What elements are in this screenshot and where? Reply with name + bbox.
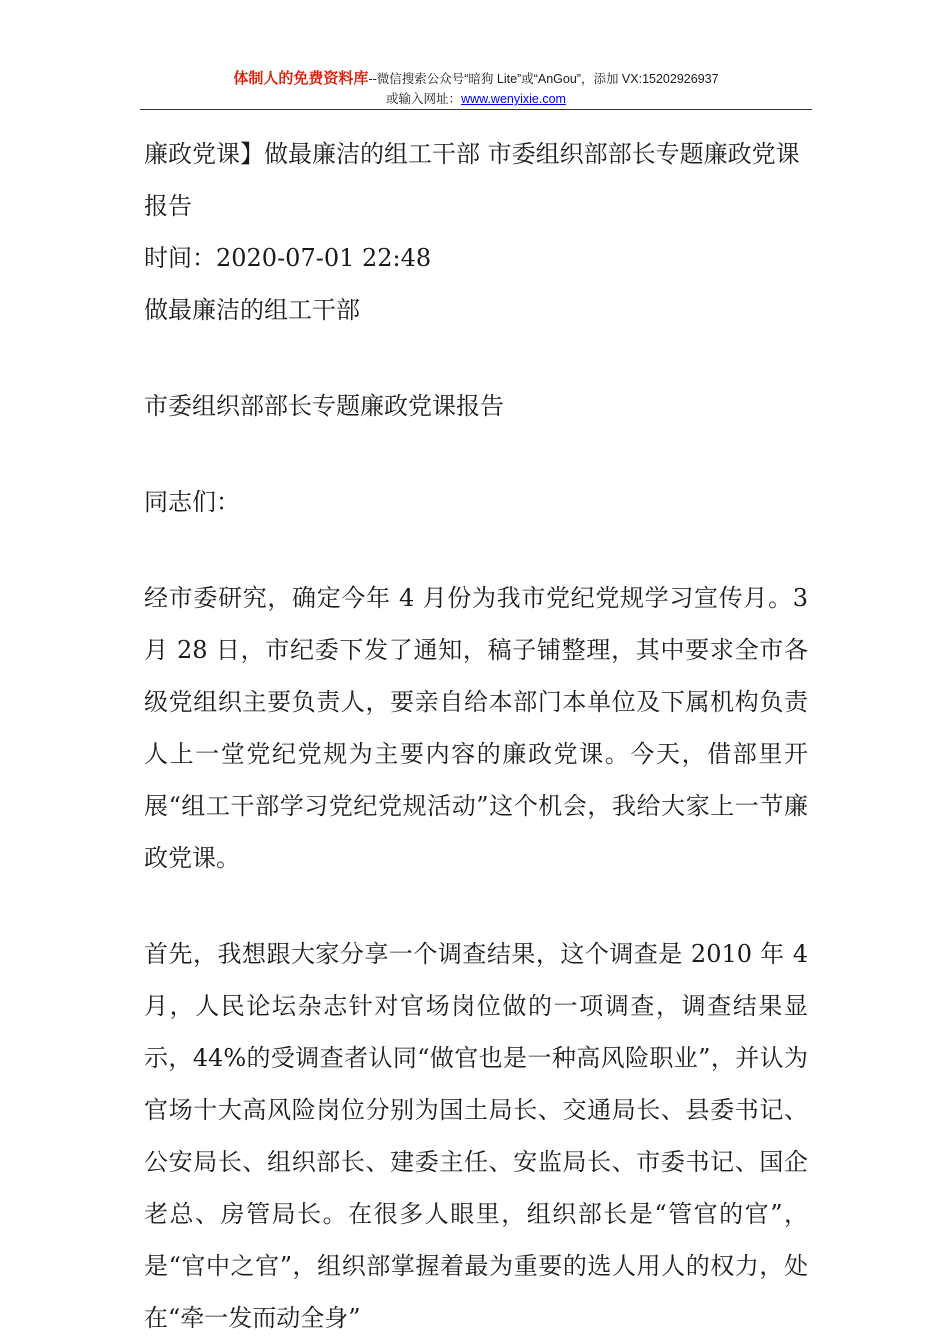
header-url-prefix: 或输入网址： <box>386 92 462 106</box>
header-url-link[interactable]: www.wenyixie.com <box>461 92 566 106</box>
header-divider <box>140 109 812 110</box>
header-note: --微信搜索公众号“暗狗 Lite”或“AnGou”，添加 VX:15202926937 <box>368 72 719 86</box>
header-line-2 <box>140 90 812 108</box>
document-heading: 做最廉洁的组工干部 <box>144 296 360 324</box>
page-header <box>140 70 812 108</box>
document-body <box>144 128 808 1344</box>
document-time: 时间：2020-07-01 22:48 <box>144 244 432 272</box>
header-line-1 <box>140 70 812 88</box>
document-title: 廉政党课】做最廉洁的组工干部 市委组织部部长专题廉政党课报告 <box>144 140 800 220</box>
document-subheading: 市委组织部部长专题廉政党课报告 <box>144 392 504 420</box>
body-paragraph-1: 经市委研究，确定今年 4 月份为我市党纪党规学习宣传月。3 月 28 日，市纪委下发了通知，稿子铺整理，其中要求全市各级党组织主要负责人，要亲自给本部门本单位及下属机构负责人上一堂党纪党规为主要内容的廉政党课。今天，借部里开展“组工干部学习党纪党规活动”这个机会，我给大家上一节廉政党课。 <box>144 584 808 872</box>
body-paragraph-2: 首先，我想跟大家分享一个调查结果，这个调查是 2010 年 4 月，人民论坛杂志针对官场岗位做的一项调查，调查结果显示，44%的受调查者认同“做官也是一种高风险职业”，并认为官场十大高风险岗位分别为国土局长、交通局长、县委书记、公安局长、组织部长、建委主任、安监局长、市委书记、国企老总、房管局长。在很多人眼里，组织部长是“管官的官”，是“官中之官”，组织部掌握着最为重要的选人用人的权力，处在“牵一发而动全身” <box>144 940 808 1332</box>
document-greeting: 同志们： <box>144 488 240 516</box>
header-brand: 体制人的免费资料库 <box>233 70 369 87</box>
